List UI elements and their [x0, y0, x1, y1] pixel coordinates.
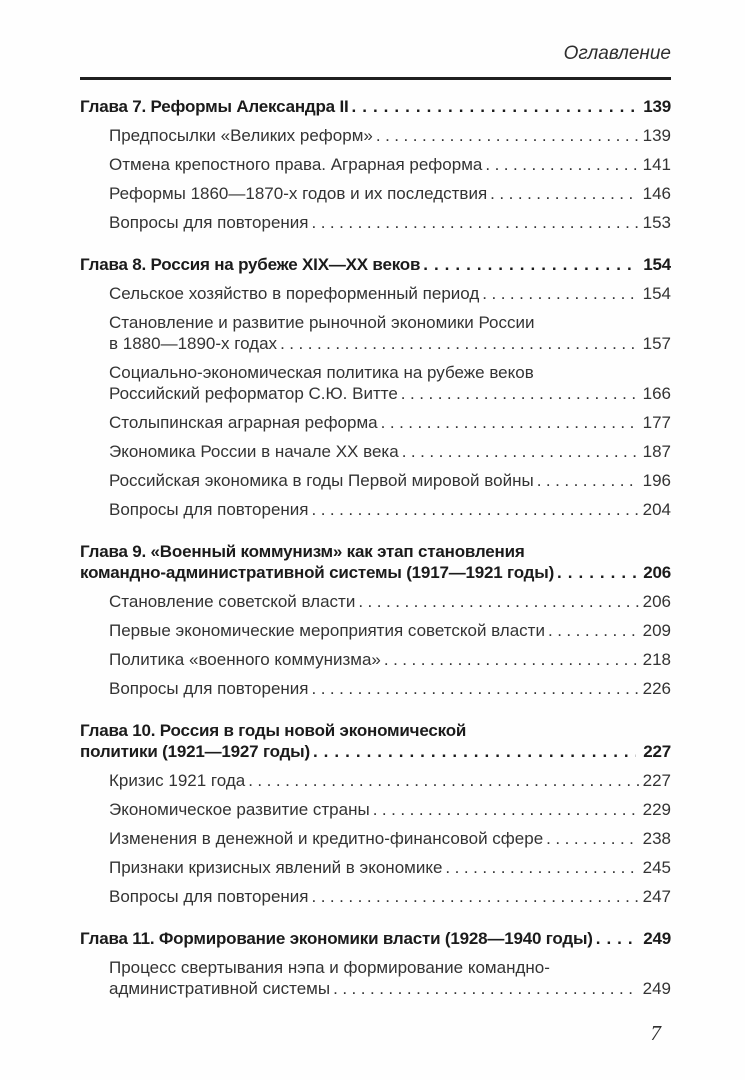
toc-item: [80, 828, 671, 849]
toc-line: [80, 441, 671, 462]
toc-entry-page: 157: [642, 334, 671, 353]
toc-entry-text: Экономика России в начале XX века: [109, 442, 399, 461]
dot-leader: [593, 928, 637, 949]
toc-item: [80, 412, 671, 433]
toc-line: [80, 254, 671, 275]
toc-chapter: [80, 720, 671, 907]
toc-entry-text: Процесс свертывания нэпа и формирование командно-: [109, 958, 550, 977]
toc-entry-text: Признаки кризисных явлений в экономике: [109, 858, 443, 877]
toc-entry-text: Кризис 1921 года: [109, 771, 246, 790]
toc-entry-page: 196: [642, 471, 671, 490]
toc-item: [80, 183, 671, 204]
dot-leader: [245, 770, 638, 791]
toc-item: [80, 154, 671, 175]
dot-leader: [381, 649, 639, 670]
toc-entry-page: 177: [642, 413, 671, 432]
toc-entry-page: 153: [642, 213, 671, 232]
toc-entry-page: 209: [642, 621, 671, 640]
dot-leader: [479, 283, 638, 304]
toc-entry-page: 139: [643, 97, 671, 116]
toc-chapter-heading: [80, 928, 671, 949]
toc-item: [80, 499, 671, 520]
toc-entry-text: в 1880—1890-х годах: [109, 334, 278, 353]
toc-item: [80, 886, 671, 907]
dot-leader: [308, 212, 638, 233]
toc-line: [80, 470, 671, 491]
toc-line: [80, 799, 671, 820]
toc-entry-text: Глава 7. Реформы Александра II: [80, 97, 349, 116]
toc-item: [80, 649, 671, 670]
toc-line: [80, 333, 671, 354]
toc-line: [80, 96, 671, 117]
toc-entry-text: Столыпинская аграрная реформа: [109, 413, 378, 432]
toc-line: [80, 154, 671, 175]
toc-entry-text: Сельское хозяйство в пореформенный период: [109, 284, 480, 303]
toc-entry-text: Предпосылки «Великих реформ»: [109, 126, 373, 145]
toc-item: [80, 470, 671, 491]
table-of-contents: [80, 96, 671, 999]
toc-line: [80, 770, 671, 791]
toc-chapter-heading: [80, 254, 671, 275]
dot-leader: [349, 96, 637, 117]
toc-entry-page: 227: [642, 771, 671, 790]
toc-entry-text: Российский реформатор С.Ю. Витте: [109, 384, 398, 403]
dot-leader: [399, 441, 639, 462]
toc-line: [80, 649, 671, 670]
dot-leader: [370, 799, 639, 820]
running-head-title: Оглавление: [563, 43, 671, 64]
toc-line: [80, 312, 671, 333]
toc-line: [80, 886, 671, 907]
dot-leader: [534, 470, 639, 491]
dot-leader: [308, 678, 638, 699]
toc-entry-page: 139: [642, 126, 671, 145]
toc-entry-page: 206: [643, 563, 671, 582]
toc-entry-text: Первые экономические мероприятия советской власти: [109, 621, 545, 640]
dot-leader: [373, 125, 639, 146]
toc-item: [80, 591, 671, 612]
dot-leader: [308, 499, 638, 520]
toc-line: [80, 383, 671, 404]
toc-line: [80, 928, 671, 949]
dot-leader: [277, 333, 639, 354]
toc-line: [80, 412, 671, 433]
toc-item: [80, 620, 671, 641]
toc-entry-page: 187: [642, 442, 671, 461]
toc-line: [80, 741, 671, 762]
toc-entry-page: 154: [642, 284, 671, 303]
toc-entry-page: 141: [642, 155, 671, 174]
toc-entry-page: 166: [642, 384, 671, 403]
toc-entry-text: Глава 11. Формирование экономики власти (1928—1940 годы): [80, 929, 593, 948]
dot-leader: [487, 183, 638, 204]
toc-line: [80, 362, 671, 383]
toc-entry-text: Вопросы для повторения: [109, 500, 309, 519]
dot-leader: [308, 886, 638, 907]
toc-line: [80, 125, 671, 146]
toc-line: [80, 499, 671, 520]
toc-chapter-heading: [80, 96, 671, 117]
toc-entry-page: 229: [642, 800, 671, 819]
dot-leader: [378, 412, 639, 433]
toc-item: [80, 283, 671, 304]
toc-line: [80, 183, 671, 204]
dot-leader: [554, 562, 636, 583]
toc-line: [80, 678, 671, 699]
toc-chapter: [80, 928, 671, 999]
toc-entry-text: Российская экономика в годы Первой мировой войны: [109, 471, 534, 490]
dot-leader: [442, 857, 638, 878]
toc-entry-text: Реформы 1860—1870-х годов и их последствия: [109, 184, 488, 203]
toc-entry-page: 249: [643, 929, 671, 948]
toc-line: [80, 828, 671, 849]
dot-leader: [398, 383, 639, 404]
toc-line: [80, 541, 671, 562]
toc-entry-page: 146: [642, 184, 671, 203]
toc-item: [80, 799, 671, 820]
toc-item: [80, 857, 671, 878]
toc-item: [80, 678, 671, 699]
toc-item: [80, 312, 671, 354]
toc-line: [80, 620, 671, 641]
dot-leader: [543, 828, 638, 849]
toc-entry-text: Отмена крепостного права. Аграрная реформа: [109, 155, 483, 174]
toc-line: [80, 857, 671, 878]
toc-line: [80, 978, 671, 999]
toc-chapter: [80, 254, 671, 520]
toc-item: [80, 770, 671, 791]
dot-leader: [330, 978, 639, 999]
toc-entry-text: Становление и развитие рыночной экономики России: [109, 313, 535, 332]
toc-entry-text: Политика «военного коммунизма»: [109, 650, 381, 669]
toc-entry-text: Изменения в денежной и кредитно-финансовой сфере: [109, 829, 544, 848]
toc-entry-text: Вопросы для повторения: [109, 213, 309, 232]
header-rule: [80, 77, 671, 80]
toc-entry-page: 154: [643, 255, 671, 274]
toc-line: [80, 720, 671, 741]
toc-entry-text: политики (1921—1927 годы): [80, 742, 310, 761]
toc-entry-page: 247: [642, 887, 671, 906]
toc-entry-text: Глава 9. «Военный коммунизм» как этап становления: [80, 542, 525, 561]
toc-line: [80, 591, 671, 612]
toc-chapter-heading: [80, 720, 671, 762]
toc-line: [80, 957, 671, 978]
toc-entry-text: Социально-экономическая политика на рубеже веков: [109, 363, 534, 382]
toc-entry-text: Глава 10. Россия в годы новой экономической: [80, 721, 467, 740]
toc-entry-text: Экономическое развитие страны: [109, 800, 370, 819]
toc-item: [80, 957, 671, 999]
dot-leader: [545, 620, 639, 641]
dot-leader: [420, 254, 636, 275]
toc-entry-page: 206: [642, 592, 671, 611]
dot-leader: [310, 741, 636, 762]
toc-chapter: [80, 541, 671, 699]
toc-entry-page: 249: [642, 979, 671, 998]
toc-entry-page: 226: [642, 679, 671, 698]
toc-item: [80, 362, 671, 404]
toc-line: [80, 212, 671, 233]
dot-leader: [482, 154, 638, 175]
toc-entry-page: 204: [642, 500, 671, 519]
toc-entry-page: 245: [642, 858, 671, 877]
toc-entry-text: Становление советской власти: [109, 592, 356, 611]
toc-entry-text: Вопросы для повторения: [109, 679, 309, 698]
toc-chapter: [80, 96, 671, 233]
toc-entry-text: Глава 8. Россия на рубеже XIX—XX веков: [80, 255, 421, 274]
toc-entry-page: 238: [642, 829, 671, 848]
toc-entry-text: Вопросы для повторения: [109, 887, 309, 906]
toc-entry-page: 218: [642, 650, 671, 669]
page-content: [80, 0, 671, 999]
toc-item: [80, 212, 671, 233]
toc-line: [80, 562, 671, 583]
toc-entry-page: 227: [643, 742, 671, 761]
page-number: 7: [650, 1021, 661, 1045]
toc-line: [80, 283, 671, 304]
toc-item: [80, 441, 671, 462]
toc-item: [80, 125, 671, 146]
toc-chapter-heading: [80, 541, 671, 583]
toc-entry-text: командно-административной системы (1917—1921 годы): [80, 563, 555, 582]
toc-entry-text: административной системы: [109, 979, 331, 998]
dot-leader: [355, 591, 638, 612]
